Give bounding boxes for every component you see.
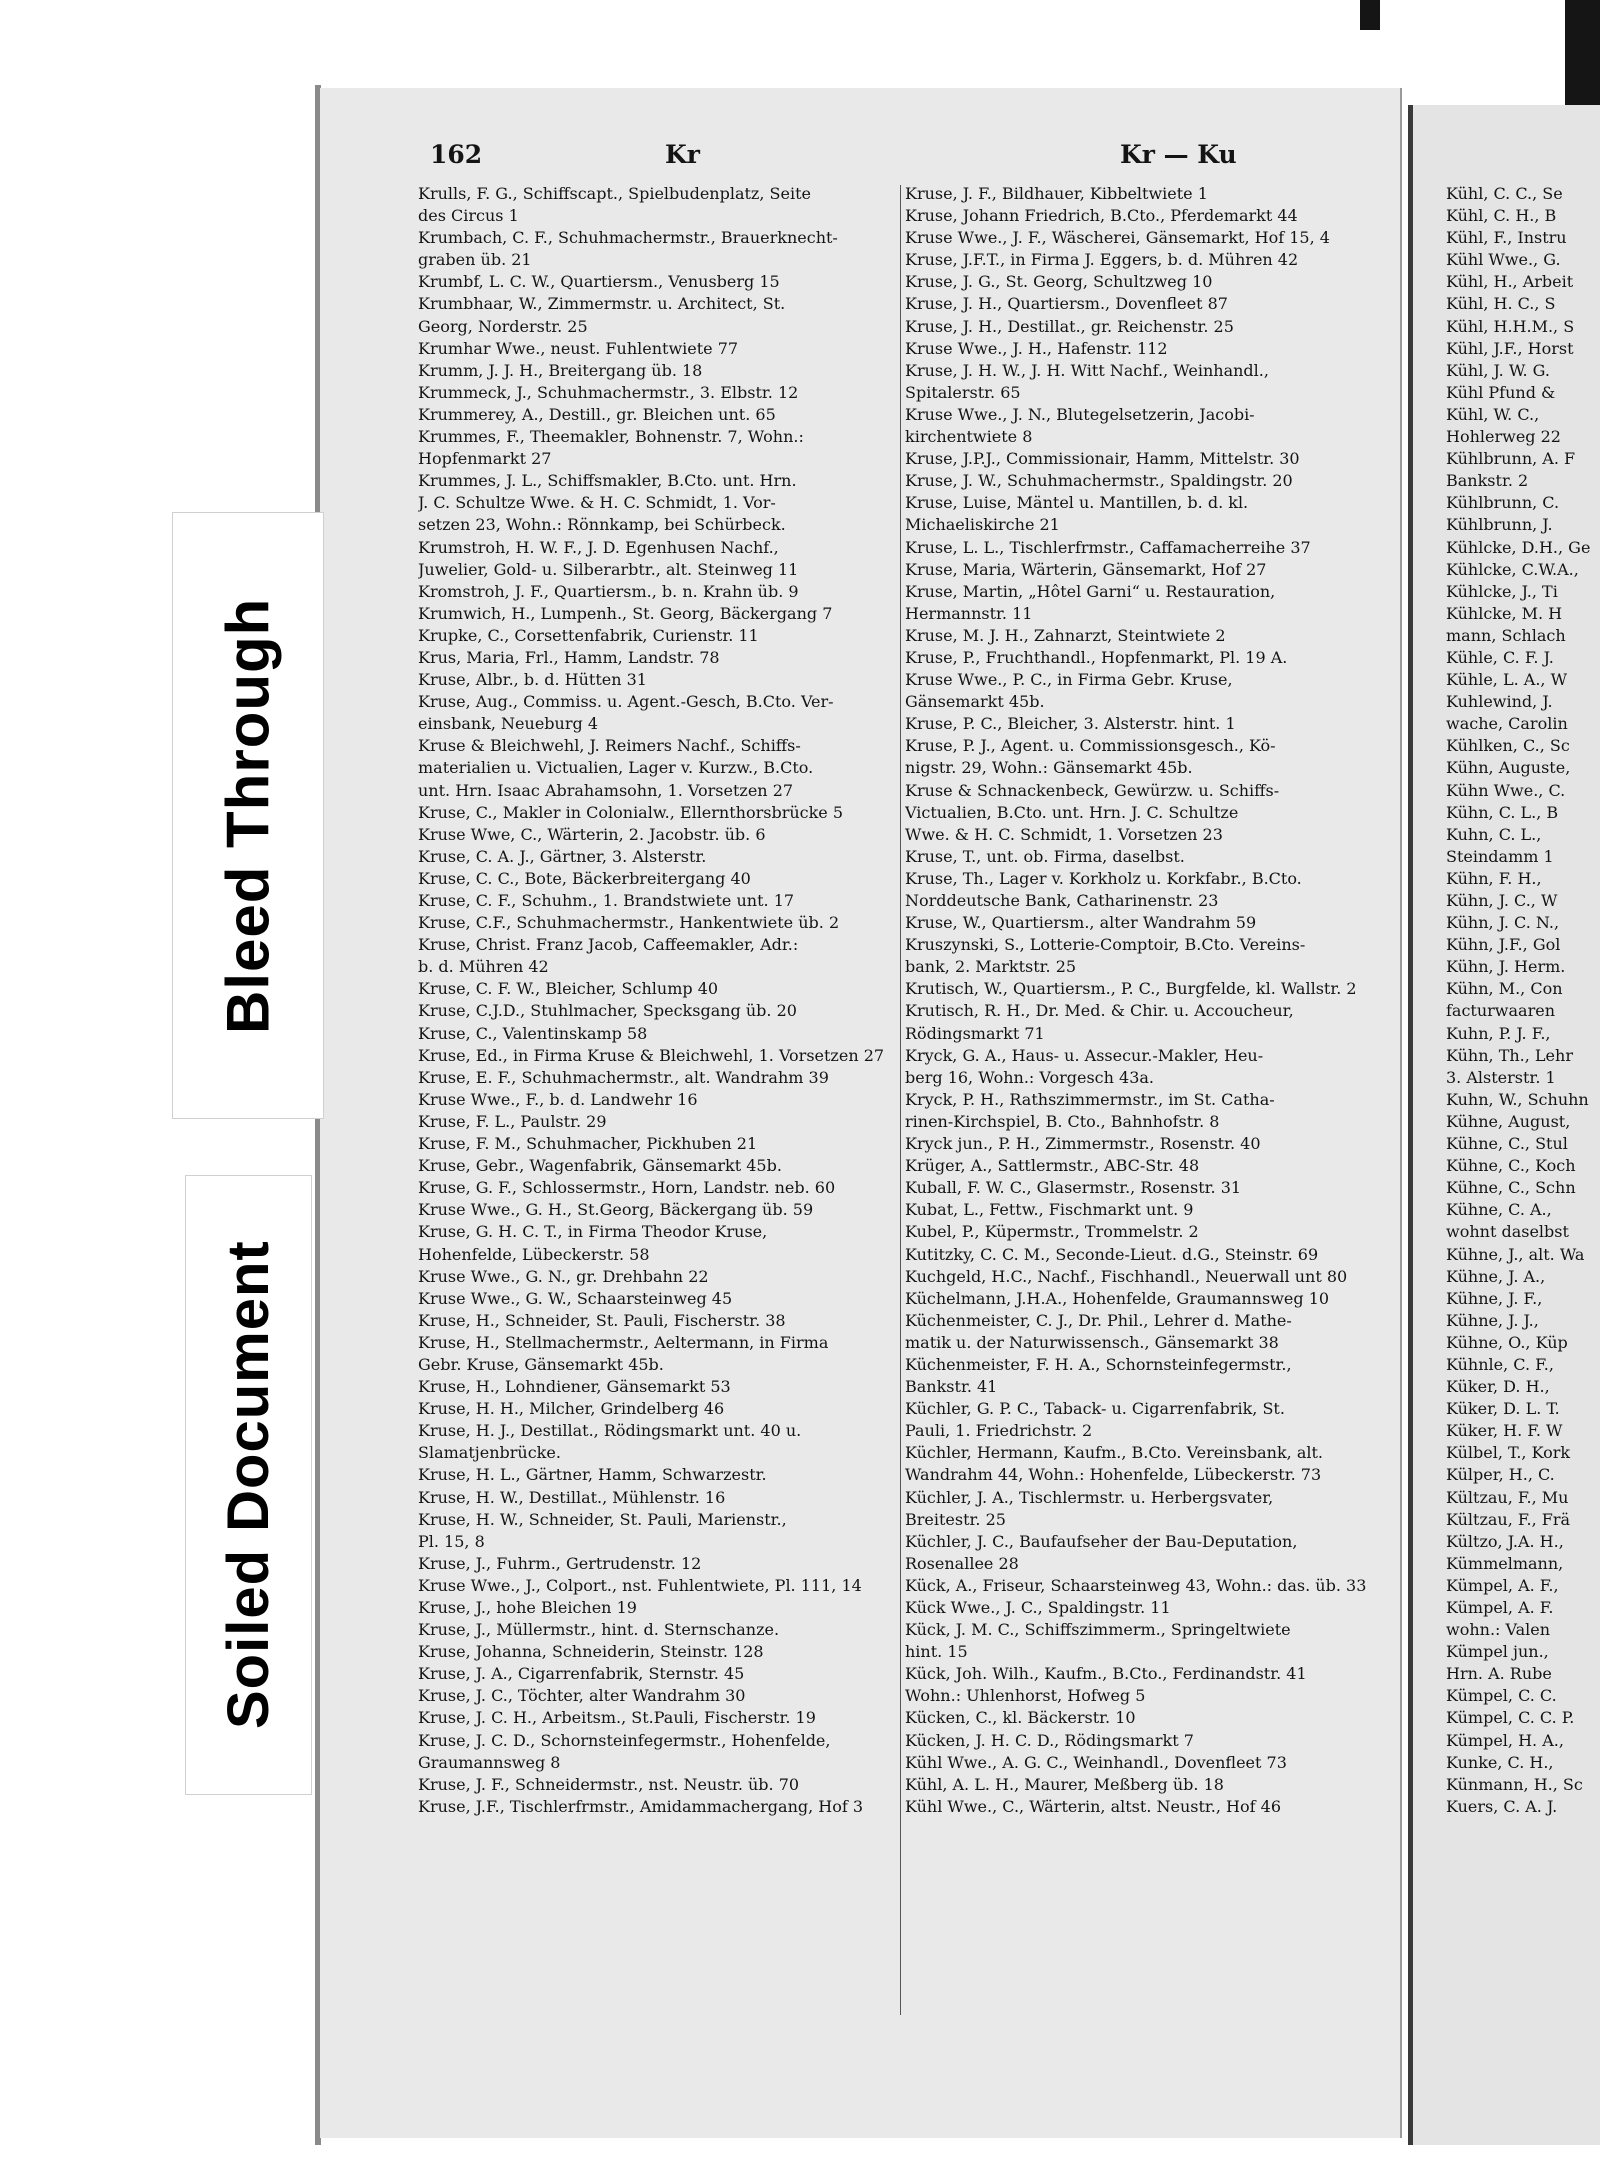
directory-entry: Kruse, J. F., Bildhauer, Kibbeltwiete 1 (905, 184, 1208, 203)
directory-entry: Kruse Wwe., J. F., Wäscherei, Gänsemarkt, Hof 15, 4 (905, 228, 1330, 248)
directory-entry: Kubat, L., Fettw., Fischmarkt unt. 9 (905, 1200, 1194, 1220)
directory-entry: Kruse, G. H. C. T., in Firma Theodor Kruse, (418, 1222, 768, 1242)
directory-entry: Krummerey, A., Destill., gr. Bleichen unt. 65 (418, 404, 776, 424)
directory-entry: Kücken, J. H. C. D., Rödingsmarkt 7 (905, 1730, 1194, 1750)
directory-entry: Kühlcke, M. H (1446, 603, 1563, 623)
directory-entry: Küchenmeister, C. J., Dr. Phil., Lehrer d. Mathe- (905, 1310, 1292, 1330)
directory-entry: Steindamm 1 (1446, 846, 1554, 866)
directory-entry: Kruse Wwe., G. W., Schaarsteinweg 45 (418, 1288, 733, 1308)
directory-entry: Kruse, L. L., Tischlerfrmstr., Caffamacherreihe 37 (905, 537, 1311, 557)
directory-entry: Küchler, J. A., Tischlermstr. u. Herbergsvater, (905, 1487, 1274, 1507)
directory-entry: Krummeck, J., Schuhmachermstr., 3. Elbstr. 12 (418, 382, 799, 402)
directory-entry: Kühl, J.F., Horst (1446, 338, 1574, 358)
directory-entry: Kuchgeld, H.C., Nachf., Fischhandl., Neuerwall unt 80 (905, 1266, 1348, 1286)
directory-entry: Kühn, Auguste, (1446, 758, 1571, 778)
directory-entry: Kültzau, F., Mu (1446, 1487, 1569, 1507)
directory-entry: Kühne, C. A., (1446, 1200, 1552, 1220)
directory-entry: Rosenallee 28 (905, 1553, 1019, 1573)
directory-entry: Kühlken, C., Sc (1446, 736, 1570, 756)
directory-entry: Kruse Wwe., J., Colport., nst. Fuhlentwiete, Pl. 111, 14 (418, 1575, 862, 1595)
right-heading: Kr — Ku (1120, 140, 1237, 169)
directory-entry: Kühn, J. C. N., (1446, 913, 1560, 933)
directory-entry: wache, Carolin (1446, 714, 1568, 734)
directory-entry: Kuhn, P. J. F., (1446, 1023, 1551, 1043)
directory-entry: Pauli, 1. Friedrichstr. 2 (905, 1421, 1093, 1441)
directory-entry: Kühn, F. H., (1446, 868, 1542, 888)
directory-entry: Kruse, E. F., Schuhmachermstr., alt. Wandrahm 39 (418, 1067, 829, 1087)
directory-entry: Kruse, J.F.T., in Firma J. Eggers, b. d. Mühren 42 (905, 250, 1299, 270)
directory-entry: Kühn Wwe., C. (1446, 780, 1566, 800)
directory-entry: Hopfenmarkt 27 (418, 449, 552, 469)
directory-entry: Kruse, H. L., Gärtner, Hamm, Schwarzestr. (418, 1465, 767, 1485)
directory-entry: Küchler, Hermann, Kaufm., B.Cto. Vereinsbank, alt. (905, 1443, 1323, 1463)
left-heading: Kr (665, 140, 700, 169)
directory-entry: Kühn, J.F., Gol (1446, 935, 1561, 955)
directory-entry: Kück, A., Friseur, Schaarsteinweg 43, Wohn.: das. üb. 33 (905, 1575, 1367, 1595)
directory-entry: Kühne, C., Koch (1446, 1156, 1576, 1176)
directory-entry: Kruse, F. M., Schuhmacher, Pickhuben 21 (418, 1134, 758, 1154)
directory-entry: Kruse, H. W., Schneider, St. Pauli, Marienstr., (418, 1509, 787, 1529)
directory-entry: Kruse, J. W., Schuhmachermstr., Spaldingstr. 20 (905, 471, 1293, 491)
directory-entry: Kühne, C., Stul (1446, 1134, 1568, 1154)
directory-entry: Kühn, J. C., W (1446, 891, 1558, 910)
directory-entry: Kruse Wwe., G. N., gr. Drehbahn 22 (418, 1266, 709, 1286)
directory-entry: Kruse, J. H., Quartiersm., Dovenfleet 87 (905, 294, 1228, 314)
directory-entry: Kruse, J., Müllermstr., hint. d. Sternschanze. (418, 1620, 780, 1640)
directory-entry: hint. 15 (905, 1642, 968, 1662)
page-number: 162 (430, 140, 483, 169)
directory-entry: Kruse, H. J., Destillat., Rödingsmarkt unt. 40 u. (418, 1421, 802, 1441)
directory-entry: Kück, Joh. Wilh., Kaufm., B.Cto., Ferdinandstr. 41 (905, 1664, 1307, 1684)
directory-entry: Kruse, C. F., Schuhm., 1. Brandstwiete unt. 17 (418, 891, 795, 910)
directory-entry: Kryck, P. H., Rathszimmermstr., im St. Catha- (905, 1089, 1275, 1109)
directory-entry: Kruse Wwe., J. N., Blutegelsetzerin, Jacobi- (905, 404, 1255, 424)
directory-entry: Kruse, H. W., Destillat., Mühlenstr. 16 (418, 1487, 726, 1507)
directory-entry: Küker, H. F. W (1446, 1421, 1563, 1441)
scan-edge-top-left (1360, 0, 1380, 30)
directory-entry: Küker, D. L. T. (1446, 1399, 1560, 1419)
directory-entry: mann, Schlach (1446, 625, 1566, 645)
page-header (430, 140, 1380, 180)
directory-entry: Hohenfelde, Lübeckerstr. 58 (418, 1244, 650, 1264)
directory-entry: Kuhlewind, J. (1446, 692, 1553, 712)
directory-entry: Kühlcke, J., Ti (1446, 581, 1558, 601)
directory-entry: Krupke, C., Corsettenfabrik, Curienstr. 11 (418, 625, 759, 645)
directory-entry: Slamatjenbrücke. (418, 1443, 561, 1463)
directory-entry: nigstr. 29, Wohn.: Gänsemarkt 45b. (905, 758, 1193, 778)
directory-entry: Kück, J. M. C., Schiffszimmerm., Springeltwiete (905, 1620, 1291, 1640)
directory-entry: Kümpel, H. A., (1446, 1730, 1564, 1750)
directory-entry: Krummes, F., Theemakler, Bohnenstr. 7, Wohn.: (418, 427, 804, 447)
directory-entry: Kühne, O., Küp (1446, 1332, 1568, 1352)
directory-entry: Kruse, P. J., Agent. u. Commissionsgesch., Kö- (905, 736, 1276, 756)
directory-entry: Kühle, L. A., W (1446, 670, 1568, 690)
directory-entry: Georg, Norderstr. 25 (418, 316, 588, 336)
directory-entry: Pl. 15, 8 (418, 1531, 485, 1551)
directory-entry: Kruse, Luise, Mäntel u. Mantillen, b. d. kl. (905, 493, 1249, 513)
directory-entry: Kruse, J.F., Tischlerfrmstr., Amidammachergang, Hof 3 (418, 1796, 864, 1816)
directory-entry: Kryck jun., P. H., Zimmermstr., Rosenstr. 40 (905, 1134, 1261, 1154)
directory-entry: Küker, D. H., (1446, 1377, 1550, 1397)
directory-entry: Kühn, J. Herm. (1446, 957, 1566, 977)
directory-entry: Kruse, J. C. D., Schornsteinfegermstr., Hohenfelde, (418, 1730, 831, 1750)
directory-entry: Wohn.: Uhlenhorst, Hofweg 5 (905, 1686, 1146, 1706)
directory-entry: Kühn, C. L., B (1446, 802, 1559, 822)
directory-entry: Kruse, J. H., Destillat., gr. Reichenstr. 25 (905, 316, 1234, 336)
directory-entry: wohn.: Valen (1446, 1620, 1551, 1640)
directory-entry: Kuball, F. W. C., Glasermstr., Rosenstr. 31 (905, 1178, 1242, 1198)
directory-entry: Kühl, C. C., Se (1446, 184, 1563, 203)
directory-entry: Kruse, Christ. Franz Jacob, Caffeemakler, Adr.: (418, 935, 799, 955)
directory-entry: Kühl, W. C., (1446, 404, 1540, 424)
directory-entry: Kühl, J. W. G. (1446, 360, 1550, 380)
soiled-document-label: Soiled Document (185, 1175, 312, 1795)
directory-entry: Kruse, J., hohe Bleichen 19 (418, 1598, 637, 1617)
directory-entry: Kruse, Ed., in Firma Kruse & Bleichwehl, 1. Vorsetzen 27 (418, 1045, 885, 1065)
directory-entry: Kruse, W., Quartiersm., alter Wandrahm 59 (905, 913, 1257, 933)
directory-entry: Bankstr. 2 (1446, 471, 1529, 491)
directory-entry: Kühl, F., Instru (1446, 228, 1567, 248)
directory-entry: Kück Wwe., J. C., Spaldingstr. 11 (905, 1598, 1171, 1617)
directory-entry: J. C. Schultze Wwe. & H. C. Schmidt, 1. Vor- (418, 493, 776, 513)
directory-entry: Kruse, H., Schneider, St. Pauli, Fischerstr. 38 (418, 1310, 786, 1330)
directory-entry: Kromstroh, J. F., Quartiersm., b. n. Krahn üb. 9 (418, 581, 799, 601)
directory-entry: Kruse, C. A. J., Gärtner, 3. Alsterstr. (418, 846, 707, 866)
directory-entry: Küchler, G. P. C., Taback- u. Cigarrenfabrik, St. (905, 1399, 1285, 1419)
directory-entry: Krumbhaar, W., Zimmermstr. u. Architect, St. (418, 294, 786, 314)
directory-entry: des Circus 1 (418, 206, 519, 226)
directory-entry: Kruse, F. L., Paulstr. 29 (418, 1111, 607, 1131)
directory-entry: Kümpel, C. C. (1446, 1686, 1557, 1706)
directory-entry: Kühl Wwe., A. G. C., Weinhandl., Dovenfleet 73 (905, 1752, 1287, 1772)
directory-entry: Kubel, P., Küpermstr., Trommelstr. 2 (905, 1222, 1199, 1242)
directory-entry: Kühlbrunn, C. (1446, 493, 1560, 513)
directory-entry: Krutisch, W., Quartiersm., P. C., Burgfelde, kl. Wallstr. 2 (905, 979, 1357, 999)
left-column (418, 183, 896, 1818)
directory-entry: Kruse Wwe, C., Wärterin, 2. Jacobstr. üb. 6 (418, 824, 766, 844)
directory-entry: Külbel, T., Kork (1446, 1443, 1571, 1463)
directory-entry: rinen-Kirchspiel, B. Cto., Bahnhofstr. 8 (905, 1111, 1220, 1131)
directory-entry: Krummes, J. L., Schiffsmakler, B.Cto. unt. Hrn. (418, 471, 797, 491)
directory-entry: Kruszynski, S., Lotterie-Comptoir, B.Cto. Vereins- (905, 935, 1306, 955)
directory-entry: Kruse, M. J. H., Zahnarzt, Steintwiete 2 (905, 625, 1226, 645)
directory-entry: Kruse, Albr., b. d. Hütten 31 (418, 670, 647, 690)
directory-entry: Kruse Wwe., G. H., St.Georg, Bäckergang üb. 59 (418, 1200, 814, 1220)
directory-entry: Kühne, J. J., (1446, 1310, 1539, 1330)
directory-entry: Norddeutsche Bank, Catharinenstr. 23 (905, 891, 1219, 910)
directory-entry: Kühne, J. A., (1446, 1266, 1546, 1286)
directory-entry: matik u. der Naturwissensch., Gänsemarkt 38 (905, 1332, 1279, 1352)
bleed-through-label: Bleed Through (172, 512, 324, 1119)
directory-entry: Kühl, H.H.M., S (1446, 316, 1575, 336)
directory-entry: 3. Alsterstr. 1 (1446, 1067, 1556, 1087)
directory-entry: Kruse & Schnackenbeck, Gewürzw. u. Schiffs- (905, 780, 1280, 800)
directory-entry: Rödingsmarkt 71 (905, 1023, 1045, 1043)
directory-entry: Kruse, H. H., Milcher, Grindelberg 46 (418, 1399, 725, 1419)
directory-entry: Kümpel, A. F., (1446, 1575, 1559, 1595)
directory-entry: Kuhn, C. L., (1446, 824, 1542, 844)
directory-entry: setzen 23, Wohn.: Rönnkamp, bei Schürbeck. (418, 515, 786, 535)
directory-entry: Hohlerweg 22 (1446, 427, 1561, 447)
directory-entry: Kümpel, A. F. (1446, 1598, 1554, 1617)
scan-edge-top-right (1565, 0, 1600, 110)
directory-entry: Kruse, Th., Lager v. Korkholz u. Korkfabr., B.Cto. (905, 868, 1302, 888)
directory-entry: Kunke, C. H., (1446, 1752, 1554, 1772)
directory-entry: Krus, Maria, Frl., Hamm, Landstr. 78 (418, 647, 720, 667)
directory-entry: Krulls, F. G., Schiffscapt., Spielbudenplatz, Seite (418, 184, 811, 203)
directory-entry: Kuhn, W., Schuhn (1446, 1089, 1589, 1109)
directory-entry: Kruse, Aug., Commiss. u. Agent.-Gesch, B.Cto. Ver- (418, 692, 834, 712)
directory-entry: Michaeliskirche 21 (905, 515, 1060, 535)
directory-entry: Kümpel, C. C. P. (1446, 1708, 1575, 1728)
directory-entry: Kruse, H., Lohndiener, Gänsemarkt 53 (418, 1377, 731, 1397)
directory-entry: Kühne, J., alt. Wa (1446, 1244, 1585, 1264)
directory-entry: einsbank, Neueburg 4 (418, 714, 598, 734)
directory-entry: Kühl, C. H., B (1446, 206, 1557, 226)
directory-entry: Kruse Wwe., J. H., Hafenstr. 112 (905, 338, 1168, 358)
directory-entry: Kültzo, J.A. H., (1446, 1531, 1564, 1551)
directory-entry: Kutitzky, C. C. M., Seconde-Lieut. d.G., Steinstr. 69 (905, 1244, 1319, 1264)
directory-entry: Kühn, Th., Lehr (1446, 1045, 1573, 1065)
directory-entry: Küchler, J. C., Baufaufseher der Bau-Deputation, (905, 1531, 1298, 1551)
directory-entry: Krumbach, C. F., Schuhmachermstr., Brauerknecht- (418, 228, 838, 248)
directory-entry: Kruse, C.F., Schuhmachermstr., Hankentwiete üb. 2 (418, 913, 840, 933)
directory-entry: Kruse, P. C., Bleicher, 3. Alsterstr. hint. 1 (905, 714, 1236, 734)
directory-entry: Kümmelmann, (1446, 1553, 1564, 1573)
directory-entry: Krüger, A., Sattlermstr., ABC-Str. 48 (905, 1156, 1200, 1176)
directory-entry: Juwelier, Gold- u. Silberarbtr., alt. Steinweg 11 (418, 559, 799, 579)
directory-entry: Kühle, C. F. J. (1446, 647, 1554, 667)
directory-entry: Kruse, C.J.D., Stuhlmacher, Specksgang üb. 20 (418, 1001, 797, 1021)
directory-entry: Kühl, H. C., S (1446, 294, 1556, 314)
directory-entry: Kühl Wwe., G. (1446, 250, 1561, 270)
directory-entry: Kruse, T., unt. ob. Firma, daselbst. (905, 846, 1185, 866)
middle-column (905, 183, 1367, 1818)
directory-entry: Kühl Wwe., C., Wärterin, altst. Neustr., Hof 46 (905, 1796, 1282, 1816)
directory-entry: Gänsemarkt 45b. (905, 692, 1045, 712)
directory-entry: Kültzau, F., Frä (1446, 1509, 1571, 1529)
directory-entry: facturwaaren (1446, 1001, 1555, 1021)
directory-entry: unt. Hrn. Isaac Abrahamsohn, 1. Vorsetzen 27 (418, 780, 794, 800)
directory-entry: Kücken, C., kl. Bäckerstr. 10 (905, 1708, 1136, 1728)
directory-entry: kirchentwiete 8 (905, 427, 1033, 447)
directory-entry: Kühlbrunn, J. (1446, 515, 1553, 535)
directory-entry: Wwe. & H. C. Schmidt, 1. Vorsetzen 23 (905, 824, 1223, 844)
directory-entry: Krumwich, H., Lumpenh., St. Georg, Bäckergang 7 (418, 603, 833, 623)
directory-entry: Kruse, Johanna, Schneiderin, Steinstr. 128 (418, 1642, 764, 1662)
directory-entry: Kruse, C., Makler in Colonialw., Ellernthorsbrücke 5 (418, 802, 844, 822)
directory-entry: Kühne, August, (1446, 1111, 1571, 1131)
directory-entry: Victualien, B.Cto. unt. Hrn. J. C. Schultze (905, 802, 1239, 822)
directory-entry: Hrn. A. Rube (1446, 1664, 1552, 1684)
directory-entry: Kruse, H., Stellmachermstr., Aeltermann, in Firma (418, 1332, 829, 1352)
directory-entry: Kruse, J. F., Schneidermstr., nst. Neustr. üb. 70 (418, 1774, 800, 1794)
directory-entry: Kruse, C. C., Bote, Bäckerbreitergang 40 (418, 868, 751, 888)
directory-entry: Kruse, C., Valentinskamp 58 (418, 1023, 648, 1043)
directory-entry: Krutisch, R. H., Dr. Med. & Chir. u. Accoucheur, (905, 1001, 1294, 1021)
directory-entry: Künmann, H., Sc (1446, 1774, 1583, 1794)
directory-entry: Krumm, J. J. H., Breitergang üb. 18 (418, 360, 703, 380)
directory-entry: Kruse Wwe., P. C., in Firma Gebr. Kruse, (905, 670, 1233, 690)
directory-entry: Kruse, P., Fruchthandl., Hopfenmarkt, Pl. 19 A. (905, 647, 1288, 667)
directory-entry: Kruse, Gebr., Wagenfabrik, Gänsemarkt 45b. (418, 1156, 782, 1176)
directory-entry: Kühlbrunn, A. F (1446, 449, 1576, 469)
directory-entry: Kühne, J. F., (1446, 1288, 1543, 1308)
directory-entry: wohnt daselbst (1446, 1222, 1569, 1242)
directory-entry: Kruse, Martin, „Hôtel Garni“ u. Restauration, (905, 581, 1276, 601)
directory-entry: Bankstr. 41 (905, 1377, 998, 1397)
directory-entry: Kühnle, C. F., (1446, 1354, 1554, 1374)
directory-entry: Küchenmeister, F. H. A., Schornsteinfegermstr., (905, 1354, 1292, 1374)
directory-entry: Kühl Pfund & (1446, 382, 1556, 402)
directory-entry: Külper, H., C. (1446, 1465, 1555, 1485)
directory-entry: Kruse, J. H. W., J. H. Witt Nachf., Weinhandl., (905, 360, 1269, 380)
directory-entry: Gebr. Kruse, Gänsemarkt 45b. (418, 1354, 664, 1374)
directory-entry: Kruse & Bleichwehl, J. Reimers Nachf., Schiffs- (418, 736, 801, 756)
directory-entry: Kühl, A. L. H., Maurer, Meßberg üb. 18 (905, 1774, 1224, 1794)
directory-entry: Küchelmann, J.H.A., Hohenfelde, Graumannsweg 10 (905, 1288, 1330, 1308)
directory-entry: materialien u. Victualien, Lager v. Kurzw., B.Cto. (418, 758, 814, 778)
directory-entry: Kruse, Johann Friedrich, B.Cto., Pferdemarkt 44 (905, 206, 1298, 226)
facing-page-column (1446, 183, 1600, 1818)
directory-entry: Hermannstr. 11 (905, 603, 1033, 623)
directory-entry: Kryck, G. A., Haus- u. Assecur.-Makler, Heu- (905, 1045, 1264, 1065)
directory-entry: Krumbf, L. C. W., Quartiersm., Venusberg 15 (418, 272, 780, 292)
directory-entry: Kühn, M., Con (1446, 979, 1563, 999)
directory-entry: Krumstroh, H. W. F., J. D. Egenhusen Nachf., (418, 537, 779, 557)
directory-entry: bank, 2. Marktstr. 25 (905, 957, 1077, 977)
directory-entry: Kruse, C. F. W., Bleicher, Schlump 40 (418, 979, 719, 999)
directory-entry: graben üb. 21 (418, 250, 532, 270)
directory-entry: Kruse, J. A., Cigarrenfabrik, Sternstr. 45 (418, 1664, 745, 1684)
directory-entry: Graumannsweg 8 (418, 1752, 561, 1772)
directory-entry: Kruse, Maria, Wärterin, Gänsemarkt, Hof 27 (905, 559, 1267, 579)
directory-entry: Kruse, J.P.J., Commissionair, Hamm, Mittelstr. 30 (905, 449, 1300, 469)
directory-entry: Kruse, J., Fuhrm., Gertrudenstr. 12 (418, 1553, 702, 1573)
directory-entry: b. d. Mühren 42 (418, 957, 549, 977)
directory-entry: Kruse, J. G., St. Georg, Schultzweg 10 (905, 272, 1213, 292)
column-divider (900, 185, 901, 2015)
directory-entry: Krumhar Wwe., neust. Fuhlentwiete 77 (418, 338, 739, 358)
directory-entry: Kühlcke, D.H., Ge (1446, 537, 1591, 557)
directory-entry: Kühlcke, C.W.A., (1446, 559, 1579, 579)
directory-entry: Kühne, C., Schn (1446, 1178, 1576, 1198)
directory-entry: Breitestr. 25 (905, 1509, 1006, 1529)
directory-entry: Spitalerstr. 65 (905, 382, 1021, 402)
directory-entry: Kruse, G. F., Schlossermstr., Horn, Landstr. neb. 60 (418, 1178, 836, 1198)
directory-entry: Kruse, J. C., Töchter, alter Wandrahm 30 (418, 1686, 746, 1706)
directory-entry: Kümpel jun., (1446, 1642, 1549, 1662)
directory-entry: berg 16, Wohn.: Vorgesch 43a. (905, 1067, 1155, 1087)
directory-entry: Kühl, H., Arbeit (1446, 272, 1574, 292)
directory-entry: Kuers, C. A. J. (1446, 1796, 1558, 1816)
directory-entry: Wandrahm 44, Wohn.: Hohenfelde, Lübeckerstr. 73 (905, 1465, 1322, 1485)
directory-entry: Kruse, J. C. H., Arbeitsm., St.Pauli, Fischerstr. 19 (418, 1708, 816, 1728)
directory-entry: Kruse Wwe., F., b. d. Landwehr 16 (418, 1089, 698, 1109)
